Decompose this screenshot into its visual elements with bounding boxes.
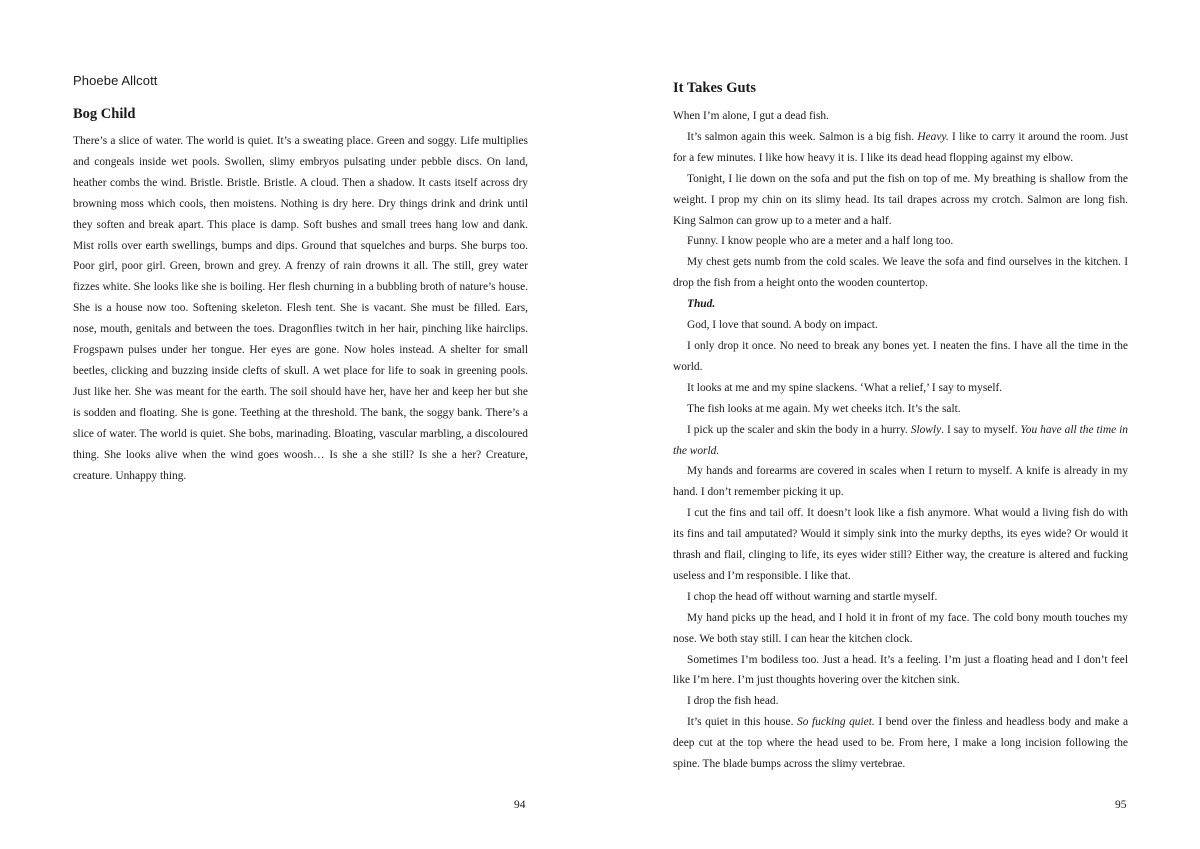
paragraph — [673, 106, 1128, 127]
text-segment: It’s quiet in this house. — [687, 716, 798, 729]
paragraph — [673, 608, 1128, 650]
paragraph — [673, 503, 1128, 587]
text-segment: My chest gets numb from the cold scales. We leave the sofa and find ourselves in the kitchen. I drop the fish from a height onto the wooden countertop. — [673, 256, 1128, 290]
paragraph — [673, 336, 1128, 378]
text-segment: . I say to myself. — [941, 423, 1021, 436]
text-segment: The fish looks at me again. My wet cheeks itch. It’s the salt. — [687, 402, 961, 415]
text-segment: I cut the fins and tail off. It doesn’t look like a fish anymore. What would a living fish do with its fins and tail amputated? Would it simply sink into the murky depths, its eyes wide? Or would it thrash and flail, clinging to life, its eyes wider still? Either way, the creature is altered and fucking useless and I’m responsible. I like that. — [673, 507, 1128, 582]
page-number-left: 94 — [514, 799, 526, 811]
text-segment: It’s salmon again this week. Salmon is a big fish. — [687, 130, 918, 143]
paragraph — [673, 169, 1128, 232]
story-title-it-takes-guts: It Takes Guts — [673, 80, 757, 96]
paragraph — [673, 712, 1128, 775]
text-segment: I only drop it once. No need to break any bones yet. I neaten the fins. I have all the time in the world. — [673, 339, 1128, 373]
paragraph — [673, 294, 1128, 315]
paragraph — [673, 399, 1128, 420]
text-segment: Tonight, I lie down on the sofa and put the fish on top of me. My breathing is shallow from the weight. I prop my chin on its slimy head. Its tail drapes across my crotch. Salmon are long fish. King Salmon can grow up to a meter and a half. — [673, 172, 1128, 227]
text-segment: God, I love that sound. A body on impact. — [687, 319, 878, 332]
text-segment: When I’m alone, I gut a dead fish. — [673, 110, 829, 122]
text-segment: Thud. — [687, 298, 716, 311]
paragraph: There’s a slice of water. The world is quiet. It’s a sweating place. Green and soggy. Life multiplies and congeals inside wet pools. Swollen, slimy embryos pulsating under pebble discs. On land, heather combs the wind. Bristle. Bristle. Bristle. A cloud. Then a shadow. It casts itself across dry browning moss which cools, then moistens. Nothing is dry here. Dry things drink and drink until they soften and break apart. This place is damp. Soft bushes and small trees hang low and dank. Mist rolls over earth swellings, bumps and dips. Ground that squelches and burps. She burps too. Poor girl, poor girl. Green, brown and grey. A frenzy of rain drowns it all. The still, grey water fizzes white. She looks like she is boiling. Her flesh churning in a bubbling broth of nature’s house. She is a house now too. Softening skeleton. Flesh tent. She is vacant. She must be filled. Ears, nose, mouth, genitals and between the toes. Dragonflies twitch in her hair, pinching like hairclips. Frogspawn pulses under her tongue. Her eyes are gone. Now holes instead. A shelter for small beetles, clicking and buzzing inside clefts of skull. A wet place for life to soak in greening pools. Just like her. She was meant for the earth. The soil should have her, have her and keep her but she is sodden and floating. She is gone. Teething at the threshold. The bank, the soggy bank. There’s a slice of water. The world is quiet. She bobs, marinading. Bloating, vascular marbling, a discoloured thing. She looks alive when the wind goes woosh… Is she a she still? Is she a her? Creature, creature. Unhappy thing. — [73, 135, 528, 482]
paragraph — [673, 691, 1128, 712]
text-segment: Sometimes I’m bodiless too. Just a head. It’s a feeling. I’m just a floating head and I don’t feel like I’m here. I’m just thoughts hovering over the kitchen sink. — [673, 653, 1128, 687]
text-segment: You have all the time in the world. — [673, 423, 1128, 457]
paragraph — [673, 461, 1128, 503]
paragraph — [673, 127, 1128, 169]
paragraph — [673, 587, 1128, 608]
text-segment: Heavy. — [917, 130, 949, 143]
text-segment: So fucking quiet. — [797, 716, 875, 729]
story-body-bog-child — [73, 131, 528, 486]
paragraph — [673, 231, 1128, 252]
text-segment: Funny. I know people who are a meter and a half long too. — [687, 235, 954, 248]
paragraph — [673, 252, 1128, 294]
paragraph — [673, 420, 1128, 462]
text-segment: It looks at me and my spine slackens. ‘What a relief,’ I say to myself. — [687, 381, 1003, 394]
text-segment: I drop the fish head. — [687, 695, 779, 708]
paragraph — [673, 378, 1128, 399]
text-segment: I bend over the finless and headless body and make a deep cut at the top where the head used to be. From here, I make a long incision following the spine. The blade bumps across the slimy vertebrae. — [673, 716, 1128, 771]
story-title-bog-child: Bog Child — [73, 106, 136, 122]
text-segment: I chop the head off without warning and startle myself. — [687, 590, 938, 603]
text-segment: Slowly — [910, 423, 942, 436]
paragraph — [673, 315, 1128, 336]
paragraph — [673, 650, 1128, 692]
right-page — [600, 0, 1200, 849]
text-segment: My hands and forearms are covered in scales when I return to myself. A knife is already in my hand. I don’t remember picking it up. — [673, 465, 1128, 499]
author-name: Phoebe Allcott — [73, 73, 158, 88]
page-number-right: 95 — [1115, 799, 1127, 811]
text-segment: I pick up the scaler and skin the body in a hurry. — [687, 423, 911, 436]
text-segment: My hand picks up the head, and I hold it in front of my face. The cold bony mouth touches my nose. We both stay still. I can hear the kitchen clock. — [673, 611, 1128, 645]
text-segment: I like to carry it around the room. Just for a few minutes. I like how heavy it is. I like its dead head flopping against my elbow. — [673, 130, 1128, 164]
story-body-it-takes-guts — [673, 106, 1128, 775]
